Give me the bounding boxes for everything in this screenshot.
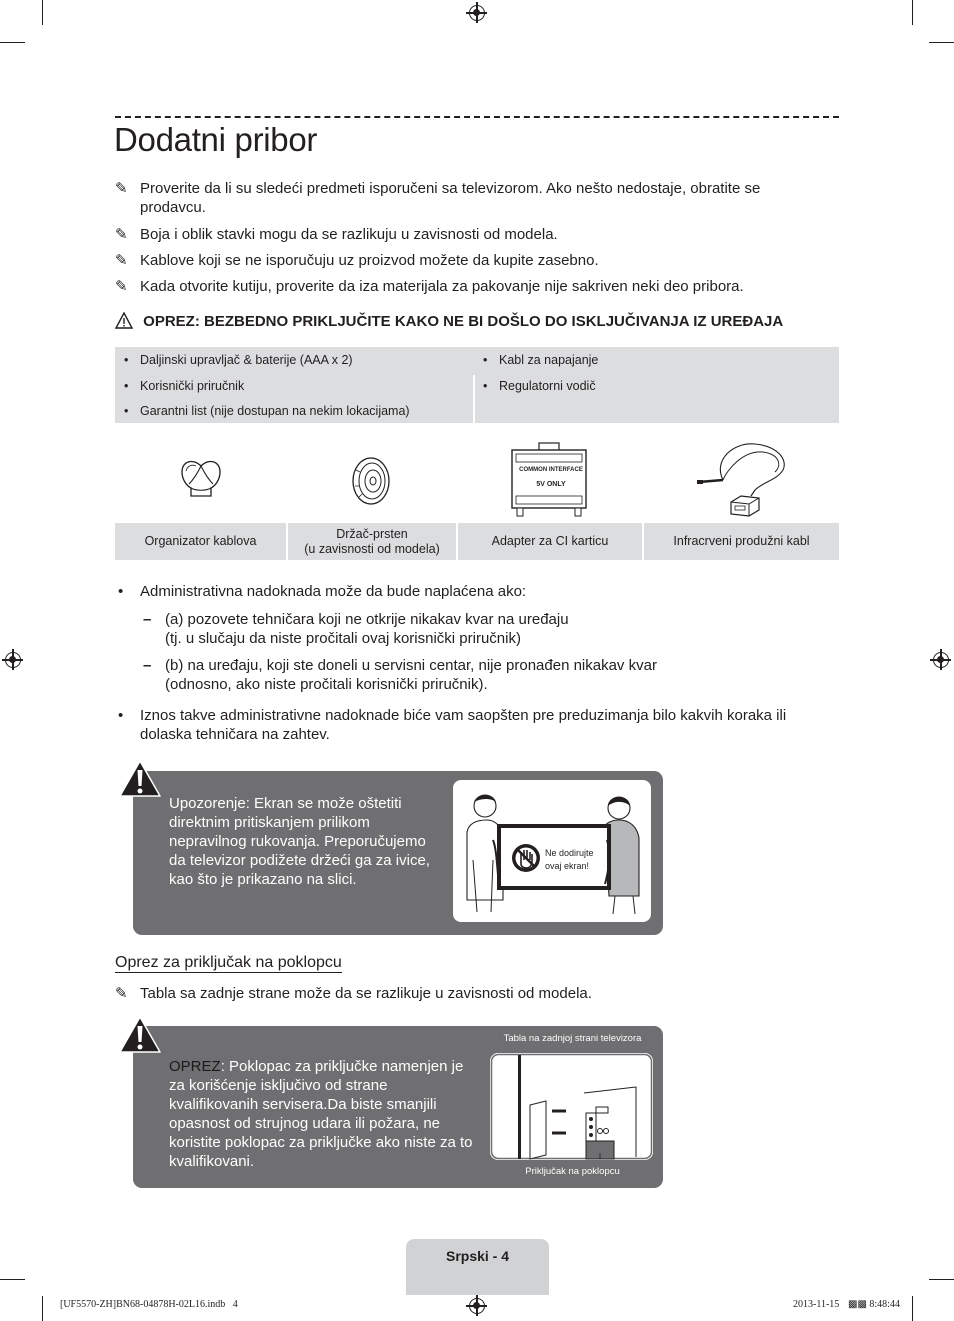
note-item [115, 225, 815, 244]
accessory-label: Organizator kablova [144, 534, 257, 548]
accessory-labels [115, 523, 839, 560]
accessory-label: Adapter za CI karticu [491, 534, 609, 548]
section-heading: Oprez za priključak na poklopcu [115, 954, 342, 971]
print-date: 2013-11-15 [793, 1299, 840, 1310]
crop-mark [912, 1296, 913, 1321]
rear-panel-icon [490, 1053, 653, 1160]
cover-warning-box [133, 1026, 663, 1188]
screen-caption: Ne dodirujte ovaj ekran! [545, 848, 594, 871]
registration-mark-icon [469, 1298, 485, 1314]
crop-mark [929, 1279, 954, 1280]
pencil-note-icon: ✎ [115, 985, 128, 1002]
list-item: • Daljinski upravljač & baterije (AAA x 2) [140, 352, 353, 368]
cable-organizer-icon [179, 456, 223, 501]
fee-case: – (a) pozovete tehničara koji ne otkrije nikakav kvar na uređaju (tj. u slučaju da niste pročitali ovaj korisnički priručnik) [165, 610, 805, 648]
registration-mark-icon [933, 652, 949, 668]
fee-notice: • Iznos takve administrativne nadoknade biće vam saopšten pre preduzimanja bilo kakvih koraka ili dolaska tehničara na zahtev. [140, 706, 805, 744]
note-text: Kada otvorite kutiju, proverite da iza materijala za pakovanje nije sakriven neki deo pribora. [140, 278, 744, 295]
page-title: Dodatni pribor [114, 121, 318, 158]
note-text: Boja i oblik stavki mogu da se razlikuju u zavisnosti od modela. [140, 226, 558, 243]
screen-warning-box [133, 771, 663, 935]
list-item: • Regulatorni vodič [499, 378, 596, 394]
diagram-caption-top: Tabla na zadnjoj strani televizora [503, 1033, 642, 1044]
tv-handling-illustration [453, 780, 651, 922]
registration-mark-icon [469, 5, 485, 21]
accessory-images [115, 423, 839, 523]
warning-triangle-icon [119, 760, 161, 798]
list-item: • Korisnički priručnik [140, 378, 244, 394]
note-text: Kablove koji se ne isporučuju uz proizvod možete da kupite zasebno. [140, 252, 599, 269]
crop-mark [42, 1296, 43, 1321]
print-time: ▩▩ 8:48:44 [848, 1299, 900, 1310]
crop-mark [42, 0, 43, 25]
ir-extender-cable-icon [693, 440, 791, 520]
ci-adapter-print: COMMON INTERFACE [519, 467, 583, 473]
accessory-label: Držač-prsten (u zavisnosti od modela) [304, 526, 440, 556]
accessories-list [115, 347, 839, 423]
holder-ring-icon [351, 456, 391, 506]
note-item [115, 179, 815, 217]
pencil-note-icon: ✎ [115, 278, 128, 295]
pencil-note-icon: ✎ [115, 226, 128, 243]
accessory-label: Infracrveni produžni kabl [673, 534, 810, 548]
note-item [115, 251, 815, 270]
list-item: • Garantni list (nije dostupan na nekim lokacijama) [140, 403, 410, 419]
registration-mark-icon [5, 652, 21, 668]
diagram-caption-bottom: Priključak na poklopcu [525, 1166, 620, 1177]
note-text: Tabla sa zadnje strane može da se razlikuje u zavisnosti od modela. [140, 985, 592, 1002]
warning-text: OPREZ: Poklopac za priključke namenjen je za korišćenje isključivo od strane kvalifikovanih servisera.Da biste smanjili opasnost od strujnog udara ili požara, ne koristite poklopac za priključke ako niste za to kvalifikovani. [169, 1058, 473, 1170]
note-item [115, 984, 815, 1003]
title-rule [115, 116, 839, 118]
fee-case: – (b) na uređaju, koji ste doneli u servisni centar, nije pronađen nikakav kvar (odnosno, ako niste pročitali korisnički priručnik). [165, 656, 805, 694]
note-item [115, 277, 815, 296]
ci-adapter-print: 5V ONLY [536, 481, 566, 488]
note-text: Proverite da li su sledeći predmeti isporučeni sa televizorom. Ako nešto nedostaje, obratite se prodavcu. [140, 180, 761, 216]
crop-mark [0, 42, 25, 43]
list-item: • Kabl za napajanje [499, 352, 598, 368]
warning-triangle-icon [115, 312, 133, 334]
caution-line [115, 312, 783, 334]
page-number: Srpski - 4 [445, 1248, 510, 1264]
page-number-tab [406, 1239, 549, 1295]
rear-panel-diagram [490, 1053, 653, 1160]
pencil-note-icon: ✎ [115, 252, 128, 269]
caution-text: OPREZ: BEZBEDNO PRIKLJUČITE KAKO NE BI DOŠLO DO ISKLJUČIVANJA IZ UREĐAJA [143, 313, 784, 330]
crop-mark [912, 0, 913, 25]
warning-triangle-icon [119, 1016, 161, 1054]
warning-text: Upozorenje: Ekran se može oštetiti direktnim pritiskanjem prilikom nepravilnog rukovanja. Preporučujemo da televizor podižete držeći ga za ivice, kao što je prikazano na slici. [169, 795, 430, 888]
pencil-note-icon: ✎ [115, 180, 128, 197]
print-file-name: [UF5570-ZH]BN68-04878H-02L16.indb 4 [60, 1299, 238, 1310]
crop-mark [929, 42, 954, 43]
column-divider [473, 375, 475, 423]
fee-intro: • Administrativna nadoknada može da bude naplaćena ako: [140, 582, 820, 601]
crop-mark [0, 1279, 25, 1280]
